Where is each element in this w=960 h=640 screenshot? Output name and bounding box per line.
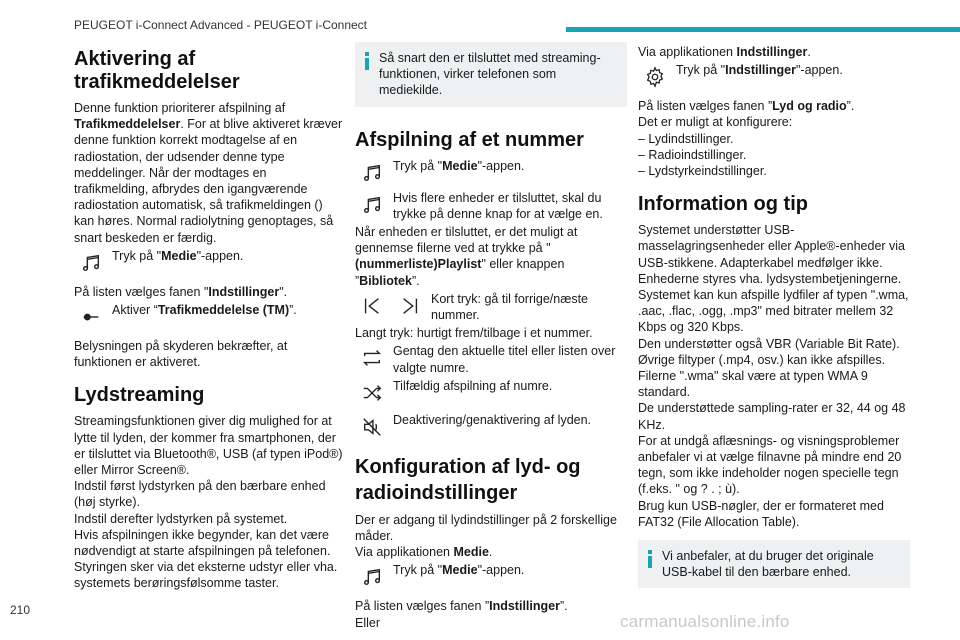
repeat-icon bbox=[355, 343, 389, 373]
column-2 bbox=[355, 48, 627, 631]
repeat-step: Gentag den aktuelle titel eller listen over valgte numre. bbox=[355, 343, 627, 375]
screen-confirm-text: Belysningen på skyderen bekræfter, at funktionen er aktiveret. bbox=[74, 339, 288, 370]
streaming-p5: Styringen sker via det eksterne udstyr eller vha. systemets berøringsfølsomme taster. bbox=[74, 560, 338, 591]
music-note-icon bbox=[74, 248, 108, 278]
media-app-step: Tryk på "Medie"-appen. bbox=[355, 158, 627, 188]
info-box-usb: Vi anbefaler, at du bruger det originale USB-kabel til den bærbare enhed. bbox=[638, 540, 910, 588]
info-p7: De understøttede sampling-rater er 32, 44 og 48 KHz. bbox=[638, 401, 906, 432]
column-1 bbox=[74, 48, 344, 592]
gear-icon bbox=[638, 62, 672, 92]
header-title: PEUGEOT i-Connect Advanced - PEUGEOT i-Connect bbox=[74, 18, 368, 32]
streaming-p3: Indstil derefter lydstyrken på systemet. bbox=[74, 511, 288, 526]
info-icon bbox=[365, 52, 369, 72]
activate-tm-step: Aktiver “Trafikmeddelelse (TM)”. bbox=[74, 302, 344, 332]
info-p3: Systemet kan kun afspille lydfiler af typen ".wma, .aac, .flac, .ogg, .mp3" med bitrater mellem 32 Kbps og 320 Kbps. bbox=[638, 288, 909, 335]
heading-info: Information og tip bbox=[638, 193, 808, 216]
mute-step: Deaktivering/genaktivering af lyden. bbox=[355, 412, 627, 442]
heading-play: Afspilning af et nummer bbox=[355, 128, 584, 151]
info-icon bbox=[648, 550, 652, 570]
header-accent-bar bbox=[566, 27, 960, 32]
shuffle-icon bbox=[355, 378, 389, 408]
heading-streaming: Lydstreaming bbox=[74, 384, 205, 407]
list-item: – Lydstyrkeindstillinger. bbox=[638, 164, 767, 179]
info-p9: Brug kun USB-nøgler, der er formateret med FAT32 (File Allocation Table). bbox=[638, 498, 884, 529]
streaming-p1: Streamingsfunktionen giver dig mulighed for at lytte til lyden, der kommer fra smartphonen, der er tilsluttet via Bluetooth®, USB (af typen iPod®) eller Mirror Screen®. bbox=[74, 414, 343, 478]
mute-icon bbox=[355, 412, 389, 442]
multi-device-step: Hvis flere enheder er tilsluttet, skal du trykke på denne knap for at vælge en. bbox=[355, 190, 627, 222]
connected-text: Når enheden er tilsluttet, er det muligt at gennemse filerne ved at trykke på "(nummerliste)Playlist" eller knappen ”Bibliotek”. bbox=[355, 225, 578, 288]
page-number: 210 bbox=[10, 603, 31, 617]
info-box-streaming: Så snart den er tilsluttet med streaming-funktionen, virker telefonen som mediekilde. bbox=[355, 42, 627, 107]
or-text: Eller bbox=[355, 615, 381, 630]
shuffle-step: Tilfældig afspilning af numre. bbox=[355, 378, 627, 408]
heading-config: Konfiguration af lyd- og radioindstillinger bbox=[355, 455, 581, 504]
sound-tab-text: På listen vælges fanen ”Lyd og radio”. bbox=[638, 99, 855, 114]
settings-tab-text-2: På listen vælges fanen ”Indstillinger”. bbox=[355, 599, 568, 614]
toggle-switch-icon bbox=[74, 302, 108, 332]
settings-tab-text: På listen vælges fanen "Indstillinger". bbox=[74, 284, 288, 299]
long-press-text: Langt tryk: hurtigt frem/tilbage i et nummer. bbox=[355, 326, 593, 341]
via-settings-text: Via applikationen Indstillinger. bbox=[638, 45, 811, 59]
column-3 bbox=[638, 45, 910, 588]
config-p1: Der er adgang til lydindstillinger på 2 forskellige måder. bbox=[355, 512, 617, 544]
music-note-icon bbox=[355, 158, 389, 188]
info-p1: Systemet understøtter USB-masselagringsenheder eller Apple®-enheder via USB-stikkene. Adapterkabel medfølger ikke. bbox=[638, 223, 906, 270]
via-media-text: Via applikationen Medie. bbox=[355, 545, 493, 560]
info-p4: Den understøtter også VBR (Variable Bit Rate). bbox=[638, 336, 900, 351]
list-item: – Lydindstillinger. bbox=[638, 131, 734, 146]
streaming-p2: Indstil først lydstyrken på den bærbare enhed (høj styrke). bbox=[74, 479, 326, 510]
skip-step: Kort tryk: gå til forrige/næste nummer. bbox=[355, 291, 627, 323]
music-note-icon bbox=[355, 190, 389, 220]
traffic-paragraph: Denne funktion prioriterer afspilning af Trafikmeddelelser. For at blive aktiveret kræver denne funktion korrekt modtagelse af en radiostation, der udsender denne type meddelinger. Når der modtages en trafikmelding, afbrydes den igangværende radiostation automatisk, så trafikmeldingen () kan høres. Normal radiolytning genoptages, så snart beskeden er færdig. bbox=[74, 101, 343, 245]
info-p5: Øvrige filtyper (.mp4, osv.) kan ikke afspilles. bbox=[638, 352, 886, 367]
next-track-icon bbox=[393, 291, 427, 321]
previous-track-icon bbox=[355, 291, 389, 321]
heading-traffic: Aktivering af trafikmeddelelser bbox=[74, 48, 240, 93]
media-app-step-2: Tryk på "Medie"-appen. bbox=[355, 562, 627, 592]
streaming-p4: Hvis afspilningen ikke begynder, kan det være nødvendigt at starte afspilningen på telefonen. bbox=[74, 527, 331, 559]
info-p6: Filerne ".wma" skal være at typen WMA 9 standard. bbox=[638, 369, 868, 400]
music-note-icon bbox=[355, 562, 389, 592]
configure-text: Det er muligt at konfigurere: bbox=[638, 115, 793, 130]
watermark: carmanualsonline.info bbox=[620, 612, 790, 631]
info-p8: For at undgå aflæsnings- og visningsproblemer anbefaler vi at vælge filnavne på mindre end 20 tegn, som ikke indeholder nogen specielle tegn (f.eks. " og ? . ; ù). bbox=[638, 433, 902, 497]
settings-app-step: Tryk på "Indstillinger"-appen. bbox=[638, 62, 910, 92]
list-item: – Radioindstillinger. bbox=[638, 147, 747, 162]
info-p2: Enhederne styres vha. lydsystembetjeningerne. bbox=[638, 271, 902, 286]
media-app-step: Tryk på "Medie"-appen. bbox=[74, 248, 344, 278]
